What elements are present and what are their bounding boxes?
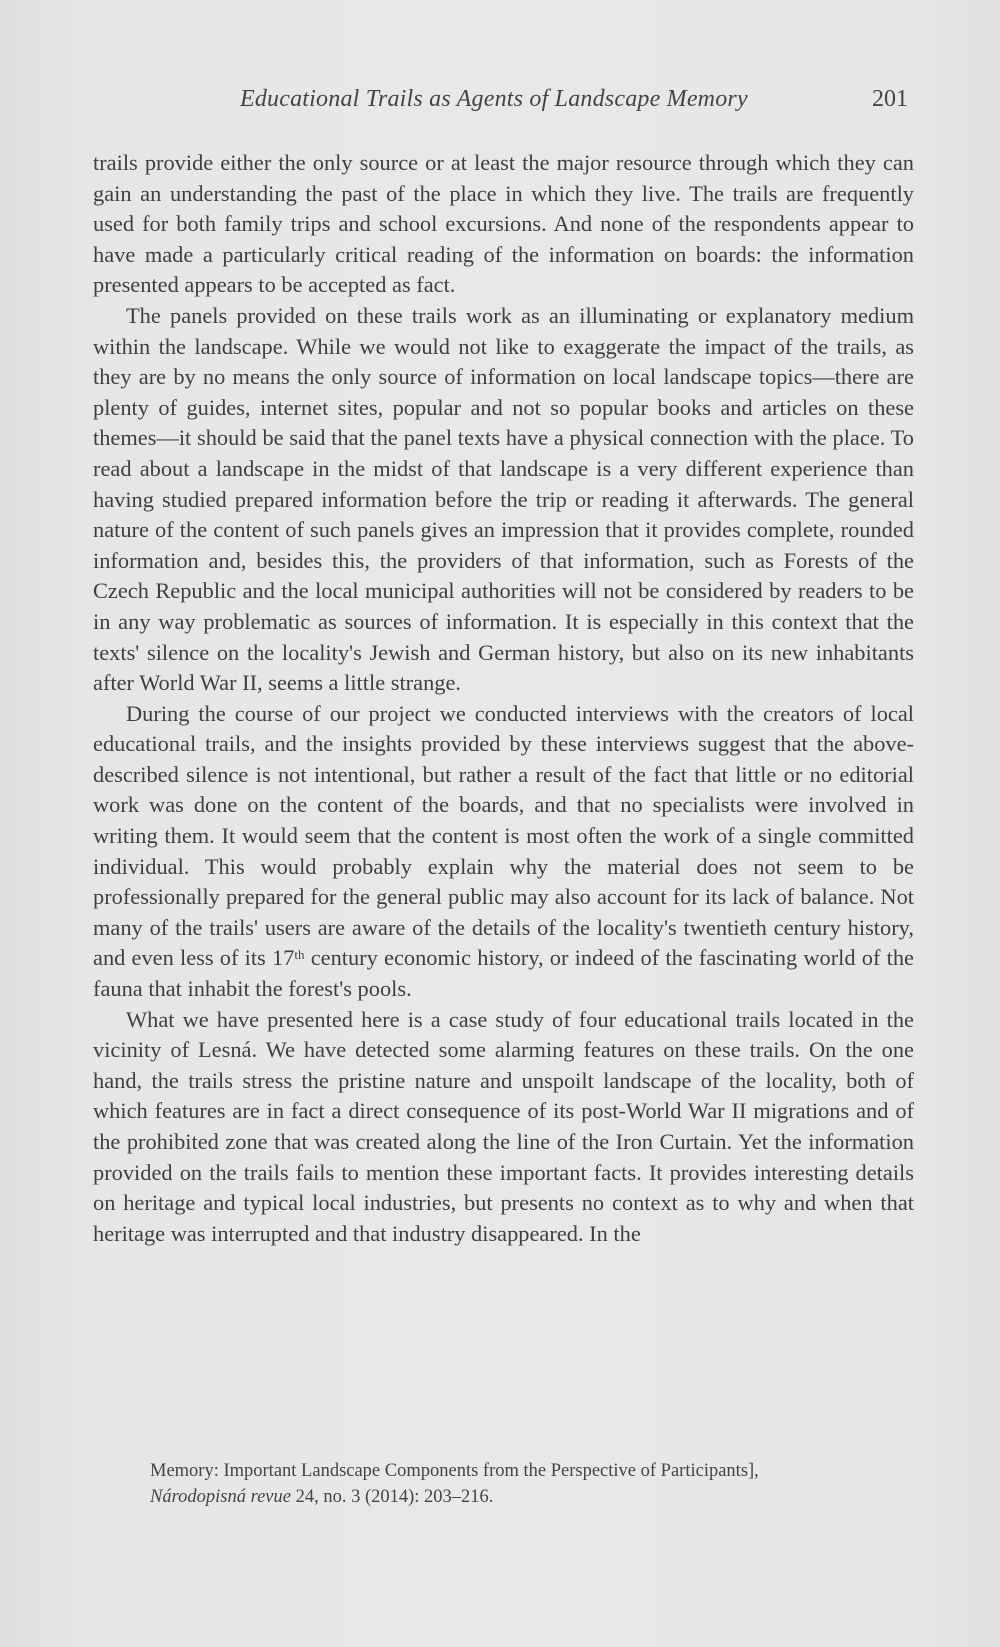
body-text (93, 148, 914, 1249)
paragraph-3 (93, 699, 914, 1005)
page-number: 201 (872, 86, 908, 112)
footnote-journal: Národopisná revue (150, 1487, 291, 1507)
paragraph-3-text-a: During the course of our project we conducted interviews with the creators of local educational trails, and the insights provided by these interviews suggest that the above-described silence is not intentional, but rather a result of the fact that little or no editorial work was done on the content of the boards, and that no specialists were involved in writing them. It would seem that the content is most often the work of a single committed individual. This would probably explain why the material does not seem to be professionally prepared for the general public may also account for its lack of balance. Not many of the trails' users are aware of the details of the locality's twentieth century history, and even less of its 17 (93, 700, 914, 971)
paragraph-3-text-b: century economic history, or indeed of the fascinating world of the fauna that inhabit the forest's pools. (93, 945, 914, 1002)
paragraph-4: What we have presented here is a case study of four educational trails located in the vicinity of Lesná. We have detected some alarming features on these trails. On the one hand, the trails stress the pristine nature and unspoilt landscape of the locality, both of which features are in fact a direct consequence of its post-World War II migrations and of the prohibited zone that was created along the line of the Iron Curtain. Yet the information provided on the trails fails to mention these important facts. It provides interesting details on heritage and typical local industries, but presents no context as to why and when that heritage was interrupted and that industry disappeared. In the (93, 1006, 914, 1246)
footnote (150, 1458, 914, 1510)
paragraph-2: The panels provided on these trails work as an illuminating or explanatory medium within the landscape. While we would not like to exaggerate the impact of the trails, as they are by no means the only source of information on local landscape topics—there are plenty of guides, internet sites, popular and not so popular books and articles on these themes—it should be said that the panel texts have a physical connection with the place. To read about a landscape in the midst of that landscape is a very different experience than having studied prepared information before the trip or reading it afterwards. The general nature of the content of such panels gives an impression that it provides complete, rounded information and, besides this, the providers of that information, such as Forests of the Czech Republic and the local municipal authorities will not be considered by readers to be in any way problematic as sources of information. It is especially in this context that the texts' silence on the locality's Jewish and German history, but also on its new inhabitants after World War II, seems a little strange. (93, 302, 914, 696)
superscript-th: th (294, 947, 305, 963)
footnote-text: Memory: Important Landscape Components from the Perspective of Participants], (150, 1461, 759, 1481)
footnote-citation: 24, no. 3 (2014): 203–216. (290, 1487, 494, 1507)
paragraph-1: trails provide either the only source or at least the major resource through which they can gain an understanding the past of the place in which they live. The trails are frequently used for both family trips and school excursions. And none of the respondents appear to have made a particularly critical reading of the information on boards: the information presented appears to be accepted as fact. (93, 150, 914, 298)
running-title: Educational Trails as Agents of Landscape Memory (240, 86, 748, 112)
